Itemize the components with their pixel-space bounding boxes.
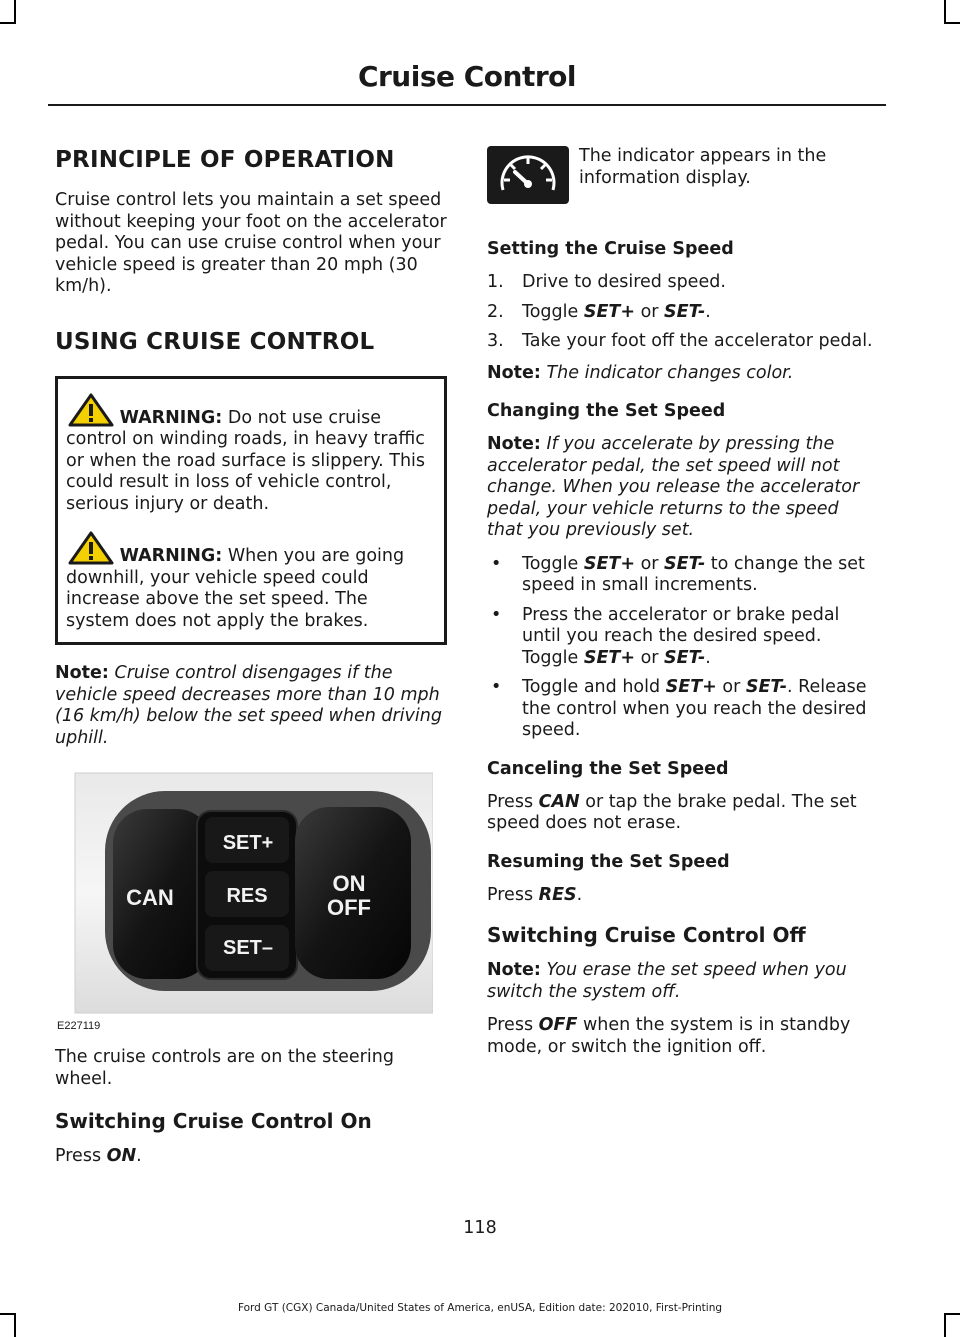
text: Press — [487, 1015, 539, 1035]
note-label: Note: — [487, 362, 541, 383]
heading-resuming: Resuming the Set Speed — [487, 851, 730, 872]
indicator-row — [487, 146, 879, 216]
figure-label-can: CAN — [126, 885, 174, 910]
key-set-minus: SET- — [664, 553, 706, 574]
text: Toggle — [522, 301, 584, 322]
right-column — [487, 146, 879, 1070]
left-column — [55, 146, 447, 1180]
note-uphill — [55, 663, 447, 749]
changing-bullets — [487, 554, 879, 742]
text: . Release the control when you reach the desired speed. — [522, 677, 867, 740]
list-item — [487, 677, 879, 742]
figure-code: E227119 — [57, 1020, 101, 1032]
text: Press — [487, 884, 539, 905]
text: when the system is in standby mode, or switch the ignition off. — [487, 1015, 851, 1057]
speedometer-indicator-icon — [487, 146, 569, 204]
key-set-plus: SET+ — [665, 677, 717, 697]
key-res: RES — [538, 884, 577, 905]
note-label: Note: — [55, 663, 109, 683]
heading-principle: PRINCIPLE OF OPERATION — [55, 147, 395, 173]
list-item — [487, 605, 879, 670]
figure-label-on: ON — [332, 871, 366, 896]
heading-switching-off: Switching Cruise Control Off — [487, 923, 806, 947]
text: to change the set speed in small increments. — [522, 553, 865, 595]
indicator-text: The indicator appears in the information display. — [579, 146, 827, 188]
warning-triangle-icon — [68, 393, 114, 427]
list-item — [487, 554, 879, 597]
heading-canceling: Canceling the Set Speed — [487, 758, 729, 779]
text: . — [705, 647, 711, 668]
heading-setting: Setting the Cruise Speed — [487, 239, 734, 259]
crop-mark — [14, 0, 16, 22]
setting-steps — [487, 272, 879, 353]
crop-mark — [14, 1315, 16, 1337]
warning-paragraph — [66, 531, 436, 632]
page-number: 118 — [463, 1218, 497, 1238]
list-item — [487, 272, 879, 294]
off-paragraph — [487, 1015, 879, 1058]
key-set-plus: SET+ — [583, 301, 636, 322]
key-set-plus: SET+ — [583, 647, 636, 668]
bullet: • — [491, 604, 502, 625]
warning-label: WARNING: — [119, 546, 223, 566]
bullet: • — [491, 553, 502, 574]
note-erase — [487, 960, 879, 1003]
text: Toggle — [522, 553, 584, 574]
resume-paragraph — [487, 885, 879, 907]
text: Take your foot off the accelerator pedal. — [522, 331, 873, 351]
key-set-plus: SET+ — [583, 553, 636, 574]
footer-edition: Ford GT (CGX) Canada/United States of America, enUSA, Edition date: 202010, First-Printing — [237, 1302, 723, 1314]
warning-box — [55, 376, 447, 646]
note-indicator-color — [487, 363, 879, 385]
warning-label: WARNING: — [119, 407, 223, 428]
warning-text: Do not use cruise control on winding roads, in heavy traffic or when the road surface is slippery. This could result in loss of vehicle control, serious injury or death. — [66, 407, 426, 514]
note-text: If you accelerate by pressing the accelerator pedal, the set speed will not change. When you release the accelerator pedal, your vehicle returns to the speed that you previously set. — [487, 434, 860, 540]
controls-location-paragraph: The cruise controls are on the steering wheel. — [55, 1047, 394, 1089]
key-set-minus: SET- — [664, 647, 706, 668]
crop-mark — [944, 0, 946, 22]
key-set-minus: SET- — [664, 301, 706, 322]
note-label: Note: — [487, 434, 541, 454]
text: . — [705, 301, 711, 322]
note-accelerate — [487, 434, 879, 542]
figure-label-off: OFF — [327, 895, 371, 920]
bullet: • — [491, 677, 502, 697]
note-label: Note: — [487, 960, 541, 980]
header-rule — [48, 104, 886, 106]
figure-label-res: RES — [226, 885, 268, 907]
figure-label-set-plus: SET+ — [222, 832, 274, 854]
page-title: Cruise Control — [357, 60, 576, 93]
heading-changing: Changing the Set Speed — [487, 401, 726, 421]
cancel-paragraph — [487, 792, 879, 835]
crop-mark — [944, 1315, 946, 1337]
key-set-minus: SET- — [745, 677, 788, 697]
text: or — [716, 677, 746, 697]
principle-paragraph: Cruise control lets you maintain a set speed without keeping your foot on the accelerator pedal. You can use cruise control when your vehicle speed is greater than 20 mph (30 km/h). — [55, 190, 447, 296]
text: or — [635, 301, 665, 322]
note-text: The indicator changes color. — [540, 362, 794, 383]
text: . — [136, 1146, 142, 1166]
crop-mark — [944, 22, 960, 24]
warning-paragraph — [66, 393, 436, 516]
text: Press the accelerator or brake pedal until you reach the desired speed. Toggle — [522, 604, 840, 668]
text: or — [635, 553, 665, 574]
step-number: 2. — [487, 301, 504, 322]
press-on-paragraph — [55, 1146, 447, 1168]
text: or — [635, 647, 665, 668]
note-text: You erase the set speed when you switch the system off. — [487, 960, 847, 1002]
warning-triangle-icon — [68, 531, 114, 565]
heading-using: USING CRUISE CONTROL — [55, 328, 375, 355]
list-item — [487, 331, 879, 353]
key-can: CAN — [538, 791, 580, 812]
step-number: 3. — [487, 331, 504, 351]
text: Toggle and hold — [522, 677, 666, 697]
note-text: Cruise control disengages if the vehicle speed decreases more than 10 mph (16 km/h) below the set speed when driving uphill. — [55, 663, 442, 748]
text: Press — [487, 791, 539, 812]
step-number: 1. — [487, 272, 504, 292]
key-on: ON — [106, 1146, 137, 1166]
cruise-control-buttons-figure — [55, 767, 433, 1033]
warning-text: When you are going downhill, your vehicle speed could increase above the set speed. The system does not apply the brakes. — [66, 546, 405, 631]
text: or tap the brake pedal. The set speed does not erase. — [487, 791, 857, 833]
figure-label-set-minus: SET– — [222, 937, 274, 959]
text: Drive to desired speed. — [522, 272, 726, 292]
text: . — [576, 884, 583, 905]
key-off: OFF — [538, 1015, 578, 1035]
text: Press — [55, 1146, 107, 1166]
heading-switching-on: Switching Cruise Control On — [55, 1109, 372, 1133]
list-item — [487, 302, 879, 324]
crop-mark — [0, 22, 16, 24]
